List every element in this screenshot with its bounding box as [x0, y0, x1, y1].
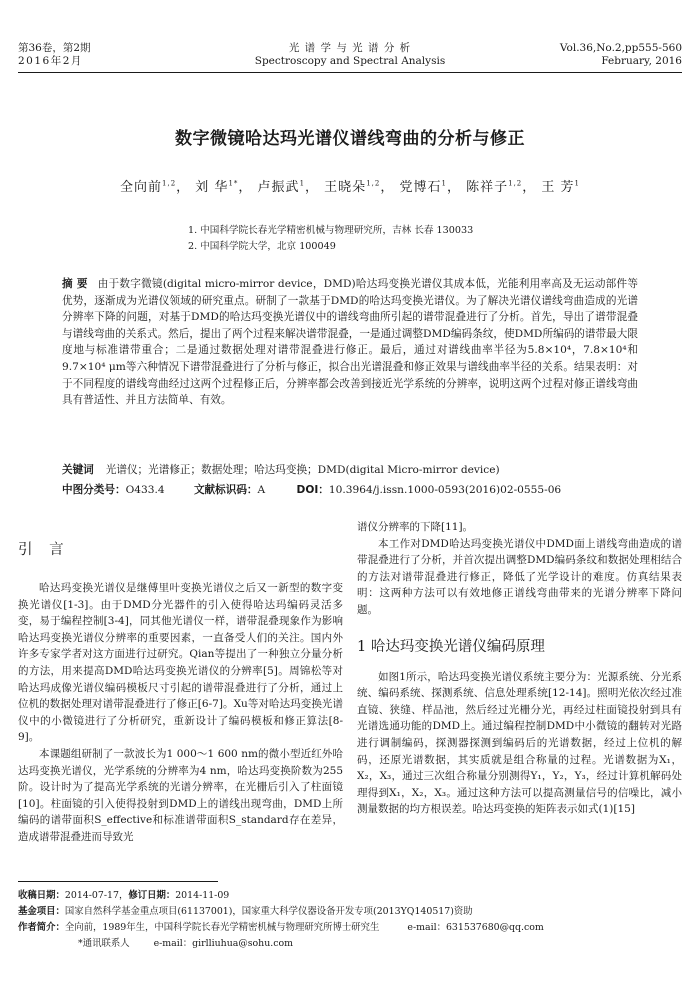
- abstract: [62, 276, 638, 409]
- doi-value: 10.3964/j.issn.1000-0593(2016)02-0555-06: [328, 484, 562, 496]
- author-email: e-mail：631537680@qq.com: [407, 922, 544, 933]
- journal-name: [200, 42, 500, 68]
- volume-issue: 第36卷，第2期: [18, 42, 91, 54]
- left-column: [18, 514, 343, 846]
- received-label: 收稿日期：: [18, 890, 65, 901]
- author: 全向前$^{1,2}$: [120, 179, 177, 195]
- intro-body-continued: [357, 519, 682, 619]
- author-bio-label: 作者简介：: [18, 922, 65, 933]
- section-heading-intro: 引 言: [18, 542, 70, 558]
- keywords: [62, 462, 638, 479]
- article-title: 数字微镜哈达玛光谱仪谱线弯曲的分析与修正: [175, 129, 525, 149]
- header-rule: [18, 72, 682, 73]
- affiliations: [188, 223, 608, 255]
- keywords-text: 光谱仪；光谱修正；数据处理；哈达玛变换；DMD(digital Micro-mirror device): [105, 464, 500, 476]
- corresponding-label: *通讯联系人: [78, 938, 130, 949]
- footnote-rule: [18, 881, 218, 882]
- fund-label: 基金项目：: [18, 906, 65, 917]
- affiliation: 2. 中国科学院大学，北京 100049: [188, 241, 336, 252]
- section-heading-1: 1 哈达玛变换光谱仪编码原理: [357, 638, 545, 655]
- journal-pages: [502, 42, 682, 68]
- paragraph: 哈达玛变换光谱仪是继傅里叶变换光谱仪之后又一新型的数字变换光谱仪[1-3]。由于DMD分光器件的引入使得哈达玛编码灵活多变，易于编程控制[3-4]，同其他光谱仪一样，谱带混叠现象作为影响哈达玛变换光谱仪分辨率的重要因素，一直备受人们的关注。国内外许多专家学者对这方面进行过研究。Qian等提出了一种独立分量分析的方法，用来提高DMD哈达玛变换光谱仪的分辨率[5]。周锦松等对哈达玛成像光谱仪编码模板尺寸引起的谱带混叠进行了分析，通过上位机的数据处理对谱带混叠进行了修正[6-7]。Xu等对哈达玛变换光谱仪中的小微镜进行了分析研究，重新设计了编码模板和修正算法[8-9]。: [18, 582, 343, 744]
- journal-name-en: Spectroscopy and Spectral Analysis: [254, 55, 446, 67]
- intro-body: [18, 580, 343, 846]
- keywords-label: 关键词: [62, 464, 94, 476]
- funding-line: [18, 904, 682, 920]
- author-bio-line: [18, 920, 682, 936]
- section1-body: [357, 669, 682, 818]
- author: 刘 华$^{1*}$: [195, 179, 239, 195]
- fund-text: 国家自然科学基金重点项目(61137001)，国家重大科学仪器设备开发专项(2013YQ140517)资助: [64, 906, 473, 917]
- author: 陈祥子$^{1,2}$: [466, 179, 523, 195]
- journal-name-cn: 光 谱 学 与 光 谱 分 析: [288, 42, 412, 54]
- clc-value: O433.4: [125, 484, 165, 496]
- right-column: [357, 519, 682, 818]
- journal-volume: [18, 42, 158, 68]
- paragraph: 本工作对DMD哈达玛变换光谱仪中DMD面上谱线弯曲造成的谱带混叠进行了分析，并首次提出调整DMD编码条纹和数据处理相结合的方法对谱带混叠进行修正，降低了光学设计的难度。仿真结果表明：这两种方法可以有效地修正谱线弯曲带来的光谱分辨率下降问题。: [357, 537, 682, 616]
- paragraph: 本课题组研制了一款波长为1 000～1 600 nm的微小型近红外哈达玛变换光谱仪，光学系统的分辨率为4 nm，哈达玛变换阶数为255阶。设计时为了提高光学系统的光谱分辨率，在光栅后引入了柱面镜[10]。柱面镜的引入使得投射到DMD上的谱线出现弯曲，DMD上所编码的谱带面积S_effective和标准谱带面积S_standard存在差异，造成谱带混叠进而导致光: [18, 747, 343, 843]
- author: 王晓朵$^{1,2}$: [324, 179, 381, 195]
- paragraph: 谱仪分辨率的下降[11]。: [357, 521, 474, 533]
- abstract-label: 摘 要: [62, 278, 88, 290]
- author-bio: 全向前，1989年生，中国科学院长春光学精密机械与物理研究所博士研究生: [64, 922, 380, 933]
- correspondence-line: [18, 936, 682, 952]
- classification: [62, 482, 662, 499]
- received-date: 2014-07-17，: [64, 890, 129, 901]
- author-list: 全向前$^{1,2}$， 刘 华$^{1*}$， 卢振武$^1$， 王晓朵$^{1,2}$， 党博石$^1$， 陈祥子$^{1,2}$， 王 芳$^1$: [120, 179, 580, 195]
- dates-line: [18, 888, 682, 904]
- clc-label: 中图分类号：: [62, 484, 126, 496]
- author: 王 芳$^1$: [541, 179, 580, 195]
- doc-code-value: A: [257, 484, 266, 496]
- paragraph: 如图1所示，哈达玛变换光谱仪系统主要分为：光源系统、分光系统、编码系统、探测系统、信息处理系统[12-14]。照明光依次经过准直镜、狭缝、样品池，然后经过光栅分光，再经过柱面镜投射到具有光谱选通功能的DMD上。通过编程控制DMD中小微镜的翻转对光路进行调制编码，探测器探测到编码后的光谱数据，经过上位机的解码，还原光谱数据，其实质就是组合称量的过程。光谱数据为X₁，X₂，X₃，通过三次组合称量分别测得Y₁，Y₂，Y₃，经过计算机解码处理得到X₁，X₂，X₃。通过这种方法可以提高测量信号的信噪比，减小测量数据的均方根误差。哈达玛变换的矩阵表示如式(1)[15]: [357, 670, 682, 816]
- revised-label: 修订日期：: [128, 890, 176, 901]
- abstract-body: 由于数字微镜(digital micro-mirror device，DMD)哈达玛变换光谱仪其成本低，光能利用率高及无运动部件等优势，逐渐成为光谱仪领域的研究重点。研制了一款基于DMD的哈达玛变换光谱仪。为了解决光谱仪谱线弯曲造成的光谱分辨率下降的问题，对基于DMD的哈达玛变换光谱仪中的谱线弯曲所引起的谱带混叠进行了分析。首先，导出了谱带混叠与谱线弯曲的关系式。然后，提出了两个过程来解决谱带混叠，一是通过调整DMD编码条纹，使DMD所编码的谱带最大限度地与标准谱带重合；二是通过数据处理对谱带混叠进行修正。最后，通过对谱线曲率半径为5.8×10⁴，7.8×10⁴和9.7×10⁴ μm等六种情况下谱带混叠进行了分析与修正，拟合出光谱混叠和修正效果与谱线曲率半径的关系。结果表明：对于不同程度的谱线弯曲经过这两个过程修正后，分辨率都会改善到接近光学系统的分辨率，说明这两个过程对修正谱线弯曲具有普适性、并且方法简单、有效。: [62, 278, 638, 407]
- volume-pages: Vol.36,No.2,pp555-560: [559, 42, 682, 54]
- publication-month: 2016年2月: [18, 55, 83, 67]
- doc-code-label: 文献标识码：: [193, 484, 258, 496]
- footnotes: [18, 888, 682, 952]
- revised-date: 2014-11-09: [175, 890, 230, 901]
- author: 党博石$^1$: [399, 179, 447, 195]
- affiliation: 1. 中国科学院长春光学精密机械与物理研究所，吉林 长春 130033: [188, 225, 474, 236]
- publication-date-en: February, 2016: [601, 55, 682, 67]
- author: 卢振武$^1$: [257, 179, 306, 195]
- doi-label: DOI：: [296, 484, 329, 496]
- corresponding-email: e-mail：girlliuhua@sohu.com: [153, 938, 293, 949]
